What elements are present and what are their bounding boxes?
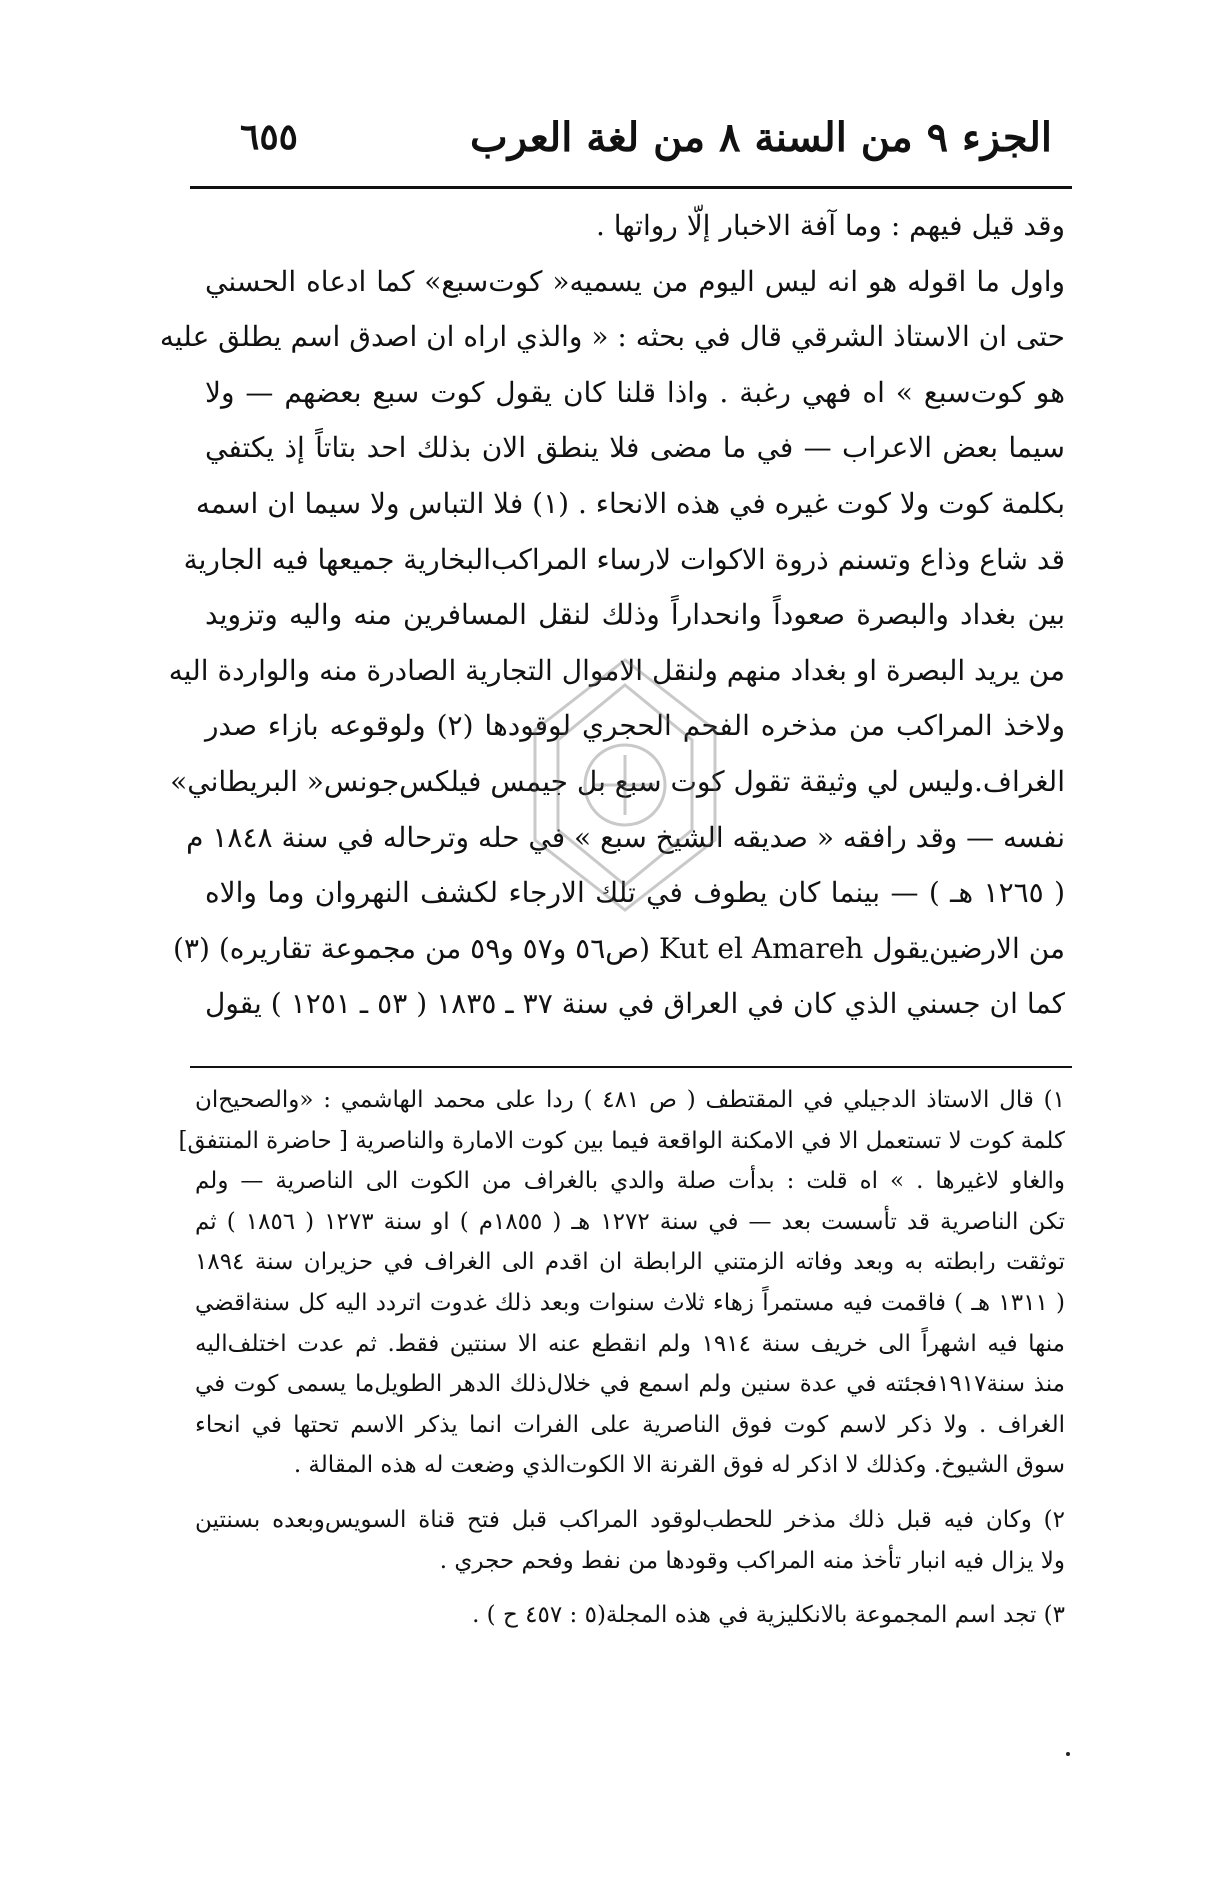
body-line: هو كوت‌سبع » اه فهي رغبة . واذا قلنا كان يقول كوت سبع بعضهم — ولا: [205, 375, 1065, 409]
footnote-line: تكن الناصرية قد تأسست بعد — في سنة ١٢٧٢ هـ ( ١٨٥٥م ) او سنة ١٢٧٣ ( ١٨٥٦ ) ثم: [195, 1208, 1065, 1235]
footnote-line: ٢) وكان فيه قبل ذلك مذخر للحطب‌لوقود المراكب قبل فتح قناة السويس‌وبعده بسنتين: [195, 1506, 1065, 1533]
body-line: بكلمة كوت ولا كوت غيره في هذه الانحاء . (١) فلا التباس ولا سيما ان اسمه: [195, 486, 1065, 520]
body-line: بين بغداد والبصرة صعوداً وانحداراً وذلك لنقل المسافرين منه واليه وتزويد: [205, 598, 1066, 632]
body-line: نفسه — وقد رافقه « صديقه الشيخ سبع » في حله وترحاله في سنة ١٨٤٨ م: [186, 820, 1065, 854]
footnote-line: والغاو لاغيرها . » اه قلت : بدأت صلة والدي بالغراف من الكوت الى الناصرية — ولم: [195, 1168, 1065, 1195]
body-line: وقد قيل فيهم : وما آفة الاخبار إلّا رواتها .: [595, 209, 1065, 242]
body-line: حتى ان الاستاذ الشرقي قال في بحثه : « والذي اراه ان اصدق اسم يطلق عليه: [159, 320, 1065, 354]
main-text: [159, 198, 1066, 1032]
page-header: [180, 108, 1080, 178]
footnote-gap: [195, 1486, 1065, 1500]
body-line: كما ان جسني الذي كان في العراق في سنة ٣٧ ـ ١٨٣٥ ( ٥٣ ـ ١٢٥١ ) يقول: [205, 987, 1065, 1021]
footnote-line: ولا يزال فيه انبار تأخذ منه المراكب وقودها من نفط وفحم حجري .: [439, 1547, 1065, 1574]
footnote-line: سوق الشيوخ. وكذلك لا اذكر له فوق القرنة الا الكوت‌الذي وضعت له هذه المقالة .: [293, 1452, 1065, 1479]
footnote-line: كلمة كوت لا تستعمل الا في الامكنة الواقعة فيما بين كوت الامارة والناصرية [ حاضرة المنتفق]: [178, 1127, 1065, 1154]
footnotes: [178, 1080, 1066, 1636]
header-rule: [190, 186, 1072, 189]
footnote-gap: [195, 1581, 1065, 1595]
body-line: ( ١٢٦٥ هـ ) — بينما كان يطوف في تلك الارجاء لكشف النهروان وما والاه: [205, 876, 1065, 910]
footnote-line: توثقت رابطته به وبعد وفاته الزمتني الرابطة ان اقدم الى الغراف في حزيران سنة ١٨٩٤: [195, 1249, 1065, 1276]
body-line: من الارضين‌يقول Kut el Amareh (ص٥٦ و٥٧ و٥٩ من مجموعة تقاريره) (٣): [173, 931, 1065, 965]
footnote-1: [178, 1080, 1066, 1486]
footnote-line: منها فيه اشهراً الى خريف سنة ١٩١٤ ولم انقطع عنه الا سنتين فقط. ثم عدت اختلف‌اليه: [195, 1330, 1066, 1357]
scan-speck: [1066, 1752, 1070, 1756]
footnote-line: ١) قال الاستاذ الدجيلي في المقتطف ( ص ٤٨١ ) ردا على محمد الهاشمي : «والصحيح‌ان: [195, 1087, 1065, 1113]
body-line: من يريد البصرة او بغداد منهم ولنقل الاموال التجارية الصادرة منه والواردة اليه: [168, 653, 1065, 687]
body-line: واول ما اقوله هو انه ليس اليوم من يسميه« كوت‌سبع» كما ادعاه الحسني: [205, 264, 1065, 298]
footnote-line: الغراف . ولا ذكر لاسم كوت فوق الناصرية على الفرات انما يذكر الاسم تحتها في انحاء: [195, 1411, 1065, 1438]
body-line: ولاخذ المراكب من مذخره الفحم الحجري لوقودها (٢) ولوقوعه بازاء صدر: [205, 709, 1066, 743]
page-number: ٦٥٥: [240, 116, 299, 158]
body-line: الغراف.وليس لي وثيقة تقول كوت سبع بل جيمس فيلكس‌جونس« البريطاني»: [170, 764, 1065, 798]
footnote-line: ٣) تجد اسم المجموعة بالانكليزية في هذه المجلة(٥ : ٤٥٧ ح ) .: [472, 1602, 1065, 1629]
body-line: قد شاع وذاع وتسنم ذروة الاكوات لارساء المراكب‌البخارية جميعها فيه الجارية: [183, 542, 1065, 576]
footnote-2: [195, 1500, 1065, 1581]
body-line: سيما بعض الاعراب — في ما مضى فلا ينطق الان بذلك احد بتاتاً إذ يكتفي: [205, 431, 1065, 465]
footnote-rule: [190, 1066, 1072, 1068]
footnote-3: [195, 1595, 1065, 1636]
running-title: الجزء ٩ من السنة ٨ من لغة العرب: [470, 114, 1052, 161]
footnote-line: منذ سنة١٩١٧فجئته في عدة سنين ولم اسمع في خلال‌ذلك الدهر الطويل‌ما يسمى كوت في: [195, 1371, 1065, 1398]
footnote-line: ( ١٣١١ هـ ) فاقمت فيه مستمراً زهاء ثلاث سنوات وبعد ذلك غدوت اتردد اليه كل سنة‌اقضي: [195, 1289, 1065, 1316]
